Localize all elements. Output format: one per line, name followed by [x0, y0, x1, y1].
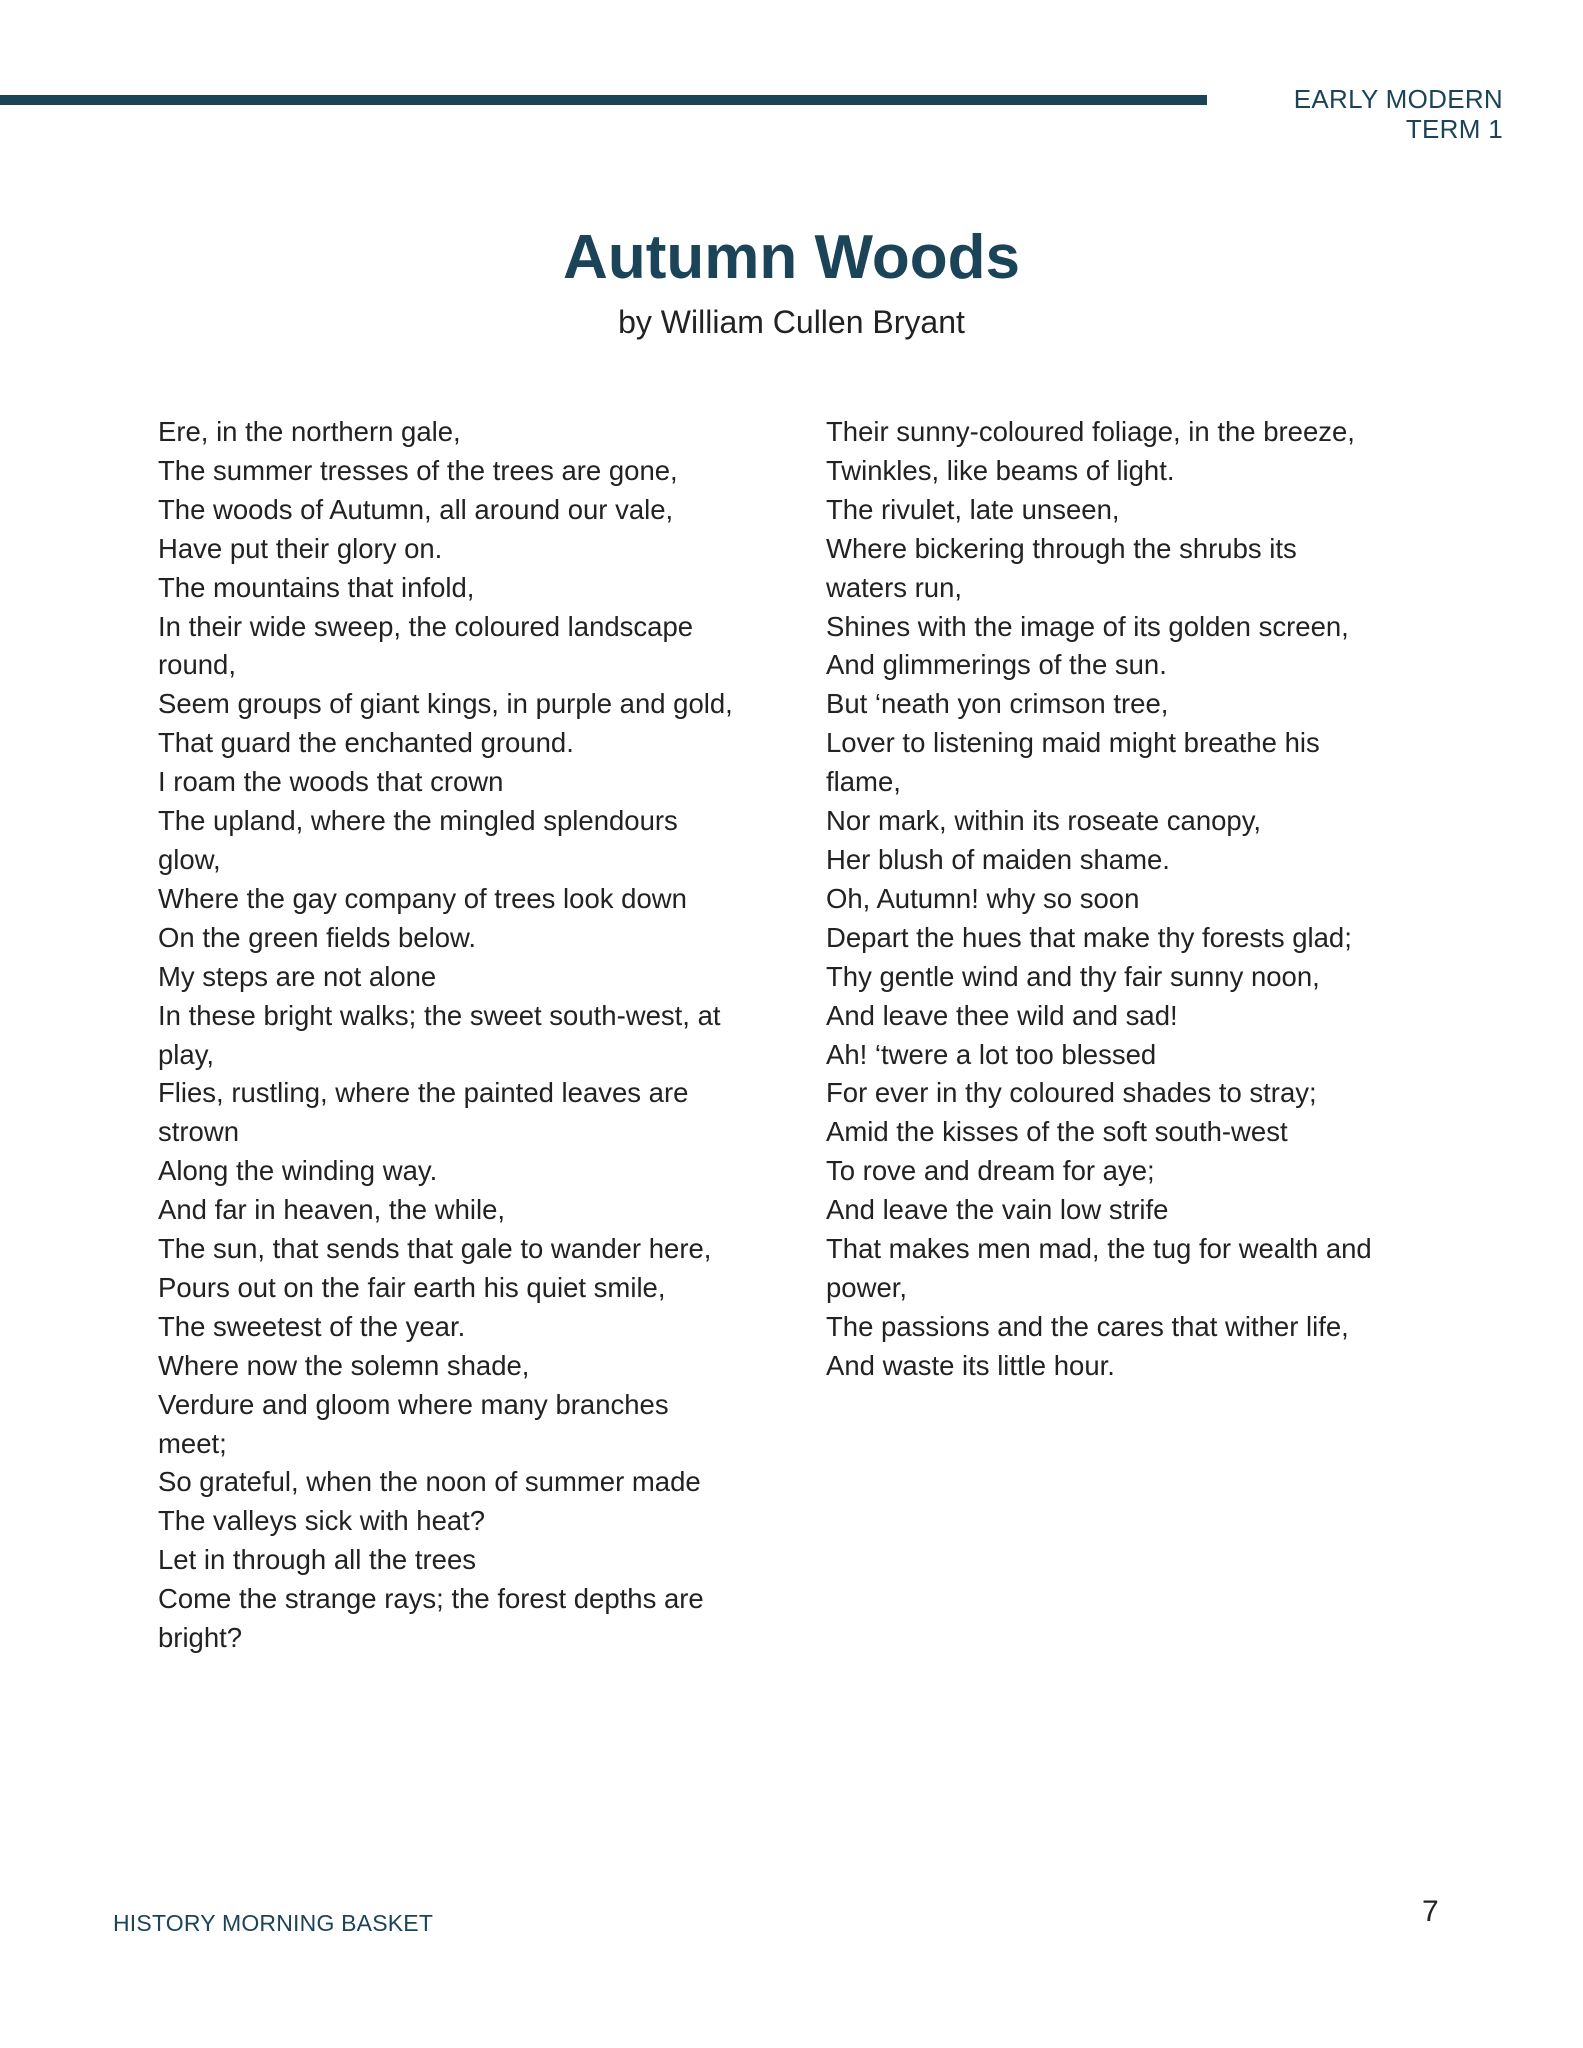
- poem-author: by William Cullen Bryant: [618, 304, 965, 340]
- poem-line: For ever in thy coloured shades to stray;: [826, 1077, 1317, 1109]
- poem-line: On the green fields below.: [158, 921, 476, 953]
- poem-line: And waste its little hour.: [826, 1349, 1115, 1381]
- poem-line: The upland, where the mingled splendours: [158, 805, 678, 837]
- poem-line: Her blush of maiden shame.: [826, 843, 1170, 875]
- poem-line: My steps are not alone: [158, 960, 437, 992]
- poem-line: glow,: [158, 843, 221, 875]
- poem-line: Ah! ‘twere a lot too blessed: [826, 1038, 1157, 1070]
- footer-title: HISTORY MORNING BASKET: [113, 1910, 434, 1936]
- poem-line: power,: [826, 1271, 908, 1303]
- poem-line: So grateful, when the noon of summer made: [158, 1466, 701, 1498]
- poem-line: Amid the kisses of the soft south-west: [826, 1116, 1288, 1148]
- poem-line: Along the winding way.: [158, 1155, 438, 1187]
- poem-line: That makes men mad, the tug for wealth and: [826, 1233, 1372, 1265]
- poem-line: Where bickering through the shrubs its: [826, 532, 1297, 564]
- poem-line: Come the strange rays; the forest depths are: [158, 1583, 704, 1615]
- poem-line: Shines with the image of its golden screen,: [826, 610, 1349, 642]
- header-line-2: TERM 1: [1405, 114, 1503, 144]
- poem-line: Seem groups of giant kings, in purple and gold,: [158, 688, 733, 720]
- poem-line: Ere, in the northern gale,: [158, 416, 461, 447]
- poem-line: And glimmerings of the sun.: [826, 649, 1167, 681]
- poem-line: But ‘neath yon crimson tree,: [826, 688, 1169, 720]
- poem-left-column: [158, 413, 798, 1658]
- poem-line: bright?: [158, 1622, 243, 1654]
- poem-line: Let in through all the trees: [158, 1544, 476, 1576]
- poem-line: Nor mark, within its roseate canopy,: [826, 805, 1262, 837]
- poem-line: meet;: [158, 1427, 227, 1459]
- poem-line: The woods of Autumn, all around our vale,: [158, 493, 674, 525]
- poem-line: The rivulet, late unseen,: [826, 493, 1120, 525]
- poem-line: Have put their glory on.: [158, 532, 443, 564]
- poem-line: Thy gentle wind and thy fair sunny noon,: [826, 960, 1320, 992]
- poem-line: The mountains that infold,: [158, 571, 475, 603]
- poem-line: Where now the solemn shade,: [158, 1349, 530, 1381]
- poem-line: I roam the woods that crown: [158, 766, 504, 798]
- poem-line: Twinkles, like beams of light.: [826, 454, 1175, 486]
- poem-line: And far in heaven, the while,: [158, 1194, 506, 1226]
- poem-line: Verdure and gloom where many branches: [158, 1388, 669, 1420]
- poem-line: Depart the hues that make thy forests glad;: [826, 921, 1352, 953]
- poem-line: In these bright walks; the sweet south-west, at: [158, 999, 721, 1031]
- poem-line: And leave thee wild and sad!: [826, 999, 1178, 1031]
- poem-line: play,: [158, 1038, 215, 1070]
- header-line-1: EARLY MODERN: [1293, 84, 1503, 114]
- header-rule: [0, 95, 1207, 105]
- page-number: 7: [1422, 1895, 1439, 1928]
- poem-line: The valleys sick with heat?: [158, 1505, 486, 1537]
- poem-line: The sweetest of the year.: [158, 1310, 466, 1342]
- poem-line: And leave the vain low strife: [826, 1194, 1169, 1226]
- poem-line: That guard the enchanted ground.: [158, 727, 574, 759]
- poem-line: round,: [158, 649, 236, 681]
- poem-line: waters run,: [826, 571, 963, 603]
- poem-line: Their sunny-coloured foliage, in the breeze,: [826, 416, 1355, 447]
- poem-line: Lover to listening maid might breathe his: [826, 727, 1320, 759]
- poem-line: Flies, rustling, where the painted leaves are: [158, 1077, 689, 1109]
- poem-line: The summer tresses of the trees are gone,: [158, 454, 678, 486]
- poem-line: The passions and the cares that wither life,: [826, 1310, 1349, 1342]
- poem-line: In their wide sweep, the coloured landscape: [158, 610, 694, 642]
- poem-line: To rove and dream for aye;: [826, 1155, 1155, 1187]
- poem-line: Oh, Autumn! why so soon: [826, 882, 1140, 914]
- poem-line: The sun, that sends that gale to wander here,: [158, 1233, 712, 1265]
- poem-line: Pours out on the fair earth his quiet smile,: [158, 1271, 666, 1303]
- poem-right-column: [826, 413, 1446, 1386]
- poem-line: Where the gay company of trees look down: [158, 882, 687, 914]
- poem-title: Autumn Woods: [563, 223, 1020, 292]
- poem-line: flame,: [826, 766, 901, 798]
- poem-line: strown: [158, 1116, 239, 1148]
- header-label: [1294, 84, 1503, 144]
